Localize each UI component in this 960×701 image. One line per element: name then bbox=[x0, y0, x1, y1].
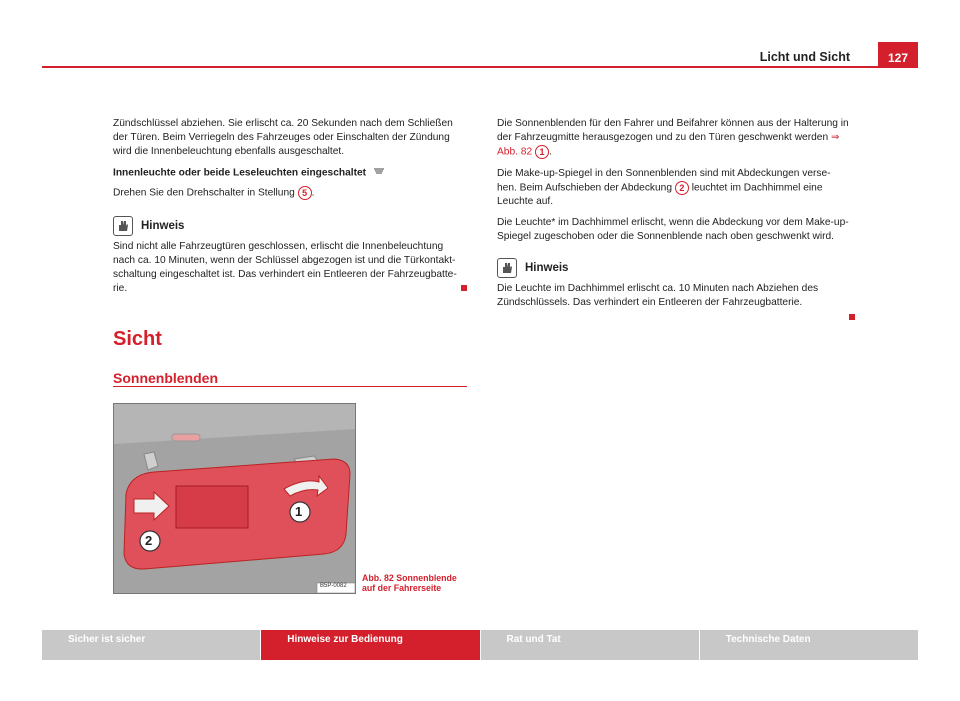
figure-label-1: 1 bbox=[295, 504, 303, 519]
footer-nav bbox=[42, 630, 918, 660]
note-title: Hinweis bbox=[141, 220, 185, 233]
header-rule bbox=[42, 66, 918, 68]
footer-tab-sicher[interactable]: Sicher ist sicher bbox=[42, 630, 260, 660]
subtitle-rule bbox=[113, 386, 467, 387]
callout-number: 2 bbox=[675, 181, 689, 195]
note-header bbox=[113, 216, 467, 236]
section-title: Sicht bbox=[113, 328, 162, 350]
paragraph: Die Sonnenblenden für den Fahrer und Beifahrer können aus der Halterung in der Fahrzeugmitte herausgezogen und zu den Türen geschwenkt werden ⇒ Abb. 82 1 . bbox=[497, 118, 849, 158]
end-marker bbox=[461, 285, 467, 291]
page-title: Licht und Sicht bbox=[759, 50, 850, 64]
note-title: Hinweis bbox=[525, 262, 569, 275]
note-text: Sind nicht alle Fahrzeugtüren geschlossen, erlischt die Innenbeleuchtung nach ca. 10 Minuten, wenn der Schlüssel abgezogen ist und die Türkontakt-schaltung eingeschaltet ist. Das verhindert ein Entleeren der Fahrzeugbatte-rie. bbox=[113, 241, 457, 295]
sun-visor-figure bbox=[113, 403, 356, 594]
paragraph: Zündschlüssel abziehen. Sie erlischt ca. 20 Sekunden nach dem Schließen der Türen. Beim Verriegeln des Fahrzeuges oder Einschalten der Zündung wird die Innenbeleuchtung ebenfalls ausgeschaltet. bbox=[113, 118, 453, 157]
info-hand-icon bbox=[497, 258, 517, 278]
right-column bbox=[497, 117, 849, 317]
subheading bbox=[113, 166, 467, 181]
reading-light-icon bbox=[373, 166, 385, 180]
subheading-text: Innenleuchte oder beide Leseleuchten eingeschaltet bbox=[113, 167, 367, 179]
footer-tab-rat[interactable]: Rat und Tat bbox=[481, 630, 699, 660]
note-header bbox=[497, 258, 849, 278]
figure-reference-link[interactable]: ⇒ Abb. 82 bbox=[497, 132, 840, 158]
figure-label-2: 2 bbox=[145, 533, 153, 548]
paragraph: Die Make-up-Spiegel in den Sonnenblenden sind mit Abdeckungen verse-hen. Beim Aufschieben der Abdeckung 2 leuchtet im Dachhimmel eine Leuchte auf. bbox=[497, 167, 831, 208]
figure-caption: Abb. 82 Sonnenblende auf der Fahrerseite bbox=[362, 573, 457, 593]
note-text: Die Leuchte im Dachhimmel erlischt ca. 10 Minuten nach Abziehen des Zündschlüssels. Das verhindert ein Entleeren der Fahrzeugbatterie. bbox=[497, 283, 819, 309]
left-column bbox=[113, 117, 467, 303]
page-number: 127 bbox=[878, 42, 918, 68]
section-subtitle: Sonnenblenden bbox=[113, 370, 218, 386]
footer-tab-bedienung[interactable]: Hinweise zur Bedienung bbox=[261, 630, 479, 660]
end-marker bbox=[849, 314, 855, 320]
figure-code: B5P-0082 bbox=[320, 583, 347, 589]
info-hand-icon bbox=[113, 216, 133, 236]
instruction: Drehen Sie den Drehschalter in Stellung 5 . bbox=[113, 187, 315, 199]
paragraph: Die Leuchte* im Dachhimmel erlischt, wenn die Abdeckung vor dem Make-up-Spiegel zugeschoben oder die Sonnenblende nach oben geschwenkt wird. bbox=[497, 217, 849, 243]
callout-number: 1 bbox=[535, 145, 549, 159]
footer-tab-technik[interactable]: Technische Daten bbox=[700, 630, 918, 660]
callout-number: 5 bbox=[298, 186, 312, 200]
